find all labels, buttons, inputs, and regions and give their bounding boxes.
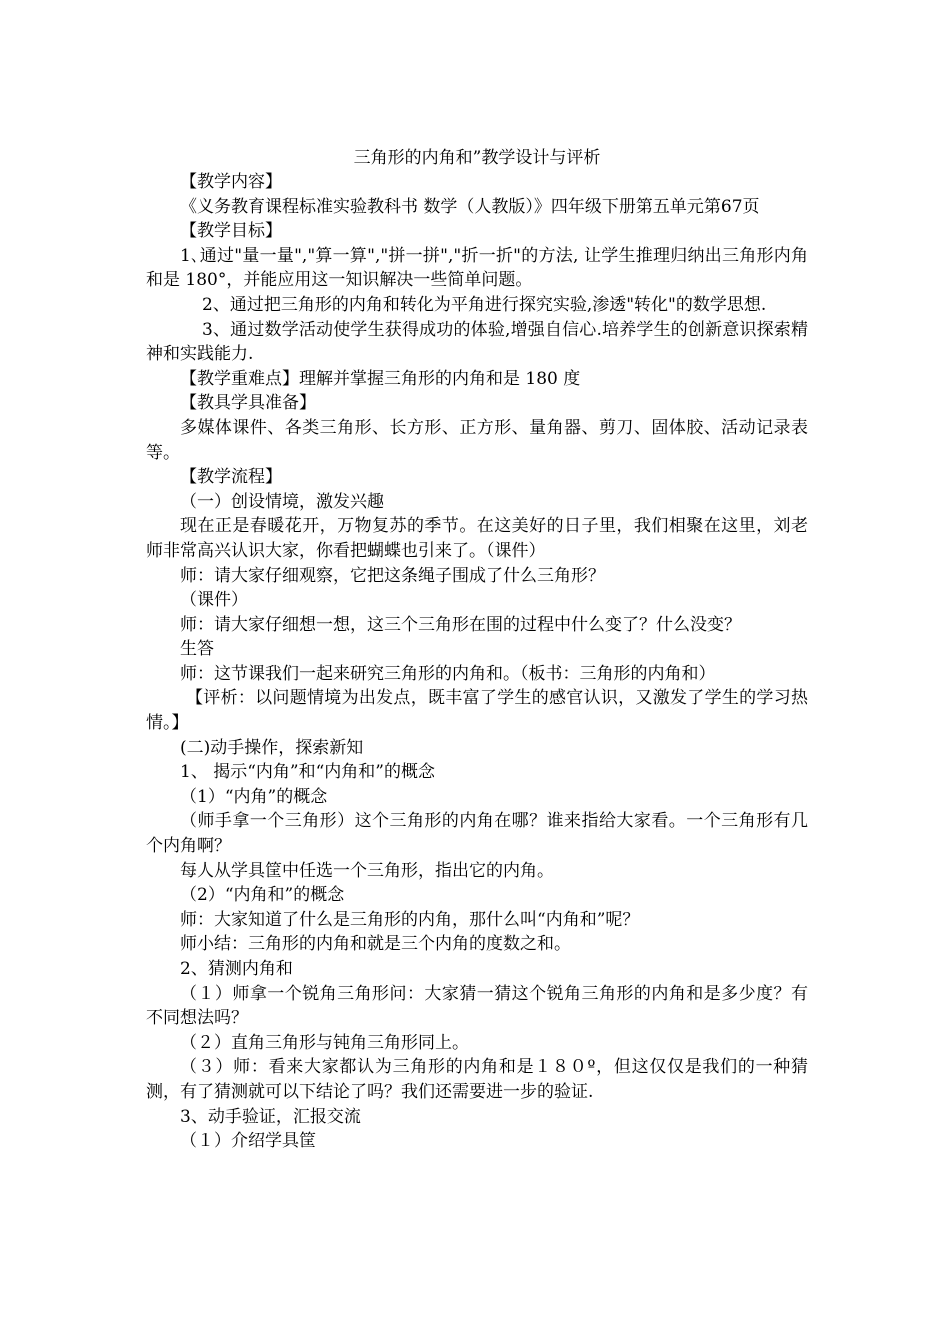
paragraph: （１）介绍学具筐: [180, 1131, 316, 1152]
paragraph: （1）“内角”的概念: [180, 786, 328, 807]
paragraph: 生答: [180, 639, 214, 660]
paragraph: 【教学内容】: [180, 172, 282, 192]
paragraph: （课件）: [180, 590, 248, 611]
paragraph: (二)动手操作，探索新知: [180, 737, 364, 758]
paragraph-list: [146, 170, 808, 1154]
paragraph: 每人从学具筐中任选一个三角形，指出它的内角。: [180, 860, 554, 881]
paragraph: 2、通过把三角形的内角和转化为平角进行探究实验,渗透"转化"的数学思想.: [202, 294, 767, 315]
paragraph: 多媒体课件、各类三角形、长方形、正方形、量角器、剪刀、固体胶、活动记录表等。: [146, 417, 808, 463]
paragraph: 3、动手验证，汇报交流: [180, 1106, 361, 1127]
paragraph: 师小结：三角形的内角和就是三个内角的度数之和。: [180, 934, 571, 955]
paragraph: 1､通过"量一量","算一算","拼一拼","折一折"的方法, 让学生推理归纳出三角形内角和是 180°，并能应用这一知识解决一些简单问题。: [146, 245, 808, 291]
paragraph: （３）师：看来大家都认为三角形的内角和是１８０º，但这仅仅是我们的一种猜测，有了猜测就可以下结论了吗？我们还需要进一步的验证.: [146, 1057, 808, 1102]
paragraph: 师：这节课我们一起来研究三角形的内角和。（板书：三角形的内角和）: [180, 663, 716, 684]
document-title: 三角形的内角和”教学设计与评析: [353, 148, 601, 168]
paragraph: （一）创设情境，激发兴趣: [180, 491, 384, 512]
paragraph: 【教学目标】: [180, 221, 282, 242]
paragraph: 【教学流程】: [180, 467, 282, 488]
paragraph: 【教学重难点】理解并掌握三角形的内角和是 180 度: [180, 368, 581, 389]
paragraph: 【教具学具准备】: [180, 393, 316, 414]
paragraph: 【评析：以问题情境为出发点，既丰富了学生的感官认识，又激发了学生的学习热情。】: [146, 688, 808, 734]
paragraph: （１）师拿一个锐角三角形问：大家猜一猜这个锐角三角形的内角和是多少度？有不同想法吗？: [146, 983, 808, 1029]
paragraph: 2、猜测内角和: [180, 959, 293, 979]
paragraph: （2）“内角和”的概念: [180, 885, 345, 906]
paragraph: 师：大家知道了什么是三角形的内角，那什么叫“内角和”呢？: [180, 909, 640, 930]
paragraph: （师手拿一个三角形）这个三角形的内角在哪？谁来指给大家看。一个三角形有几个内角啊？: [146, 811, 808, 857]
paragraph: 现在正是春暖花开，万物复苏的季节。在这美好的日子里，我们相聚在这里，刘老师非常高兴认识大家，你看把蝴蝶也引来了。（课件）: [146, 516, 808, 561]
paragraph: 师：请大家仔细想一想，这三个三角形在围的过程中什么变了？什么没变？: [180, 614, 741, 635]
paragraph: 《义务教育课程标准实验教科书 数学（人教版）》四年级下册第五单元第67页: [180, 196, 760, 217]
paragraph: 1、 揭示“内角”和“内角和”的概念: [180, 762, 435, 783]
paragraph: 师：请大家仔细观察，它把这条绳子围成了什么三角形？: [180, 565, 605, 586]
paragraph: （２）直角三角形与钝角三角形同上。: [180, 1032, 469, 1053]
document-body: [146, 146, 808, 1154]
paragraph: 3、通过数学活动使学生获得成功的体验,增强自信心.培养学生的创新意识探索精神和实践能力.: [146, 319, 808, 365]
